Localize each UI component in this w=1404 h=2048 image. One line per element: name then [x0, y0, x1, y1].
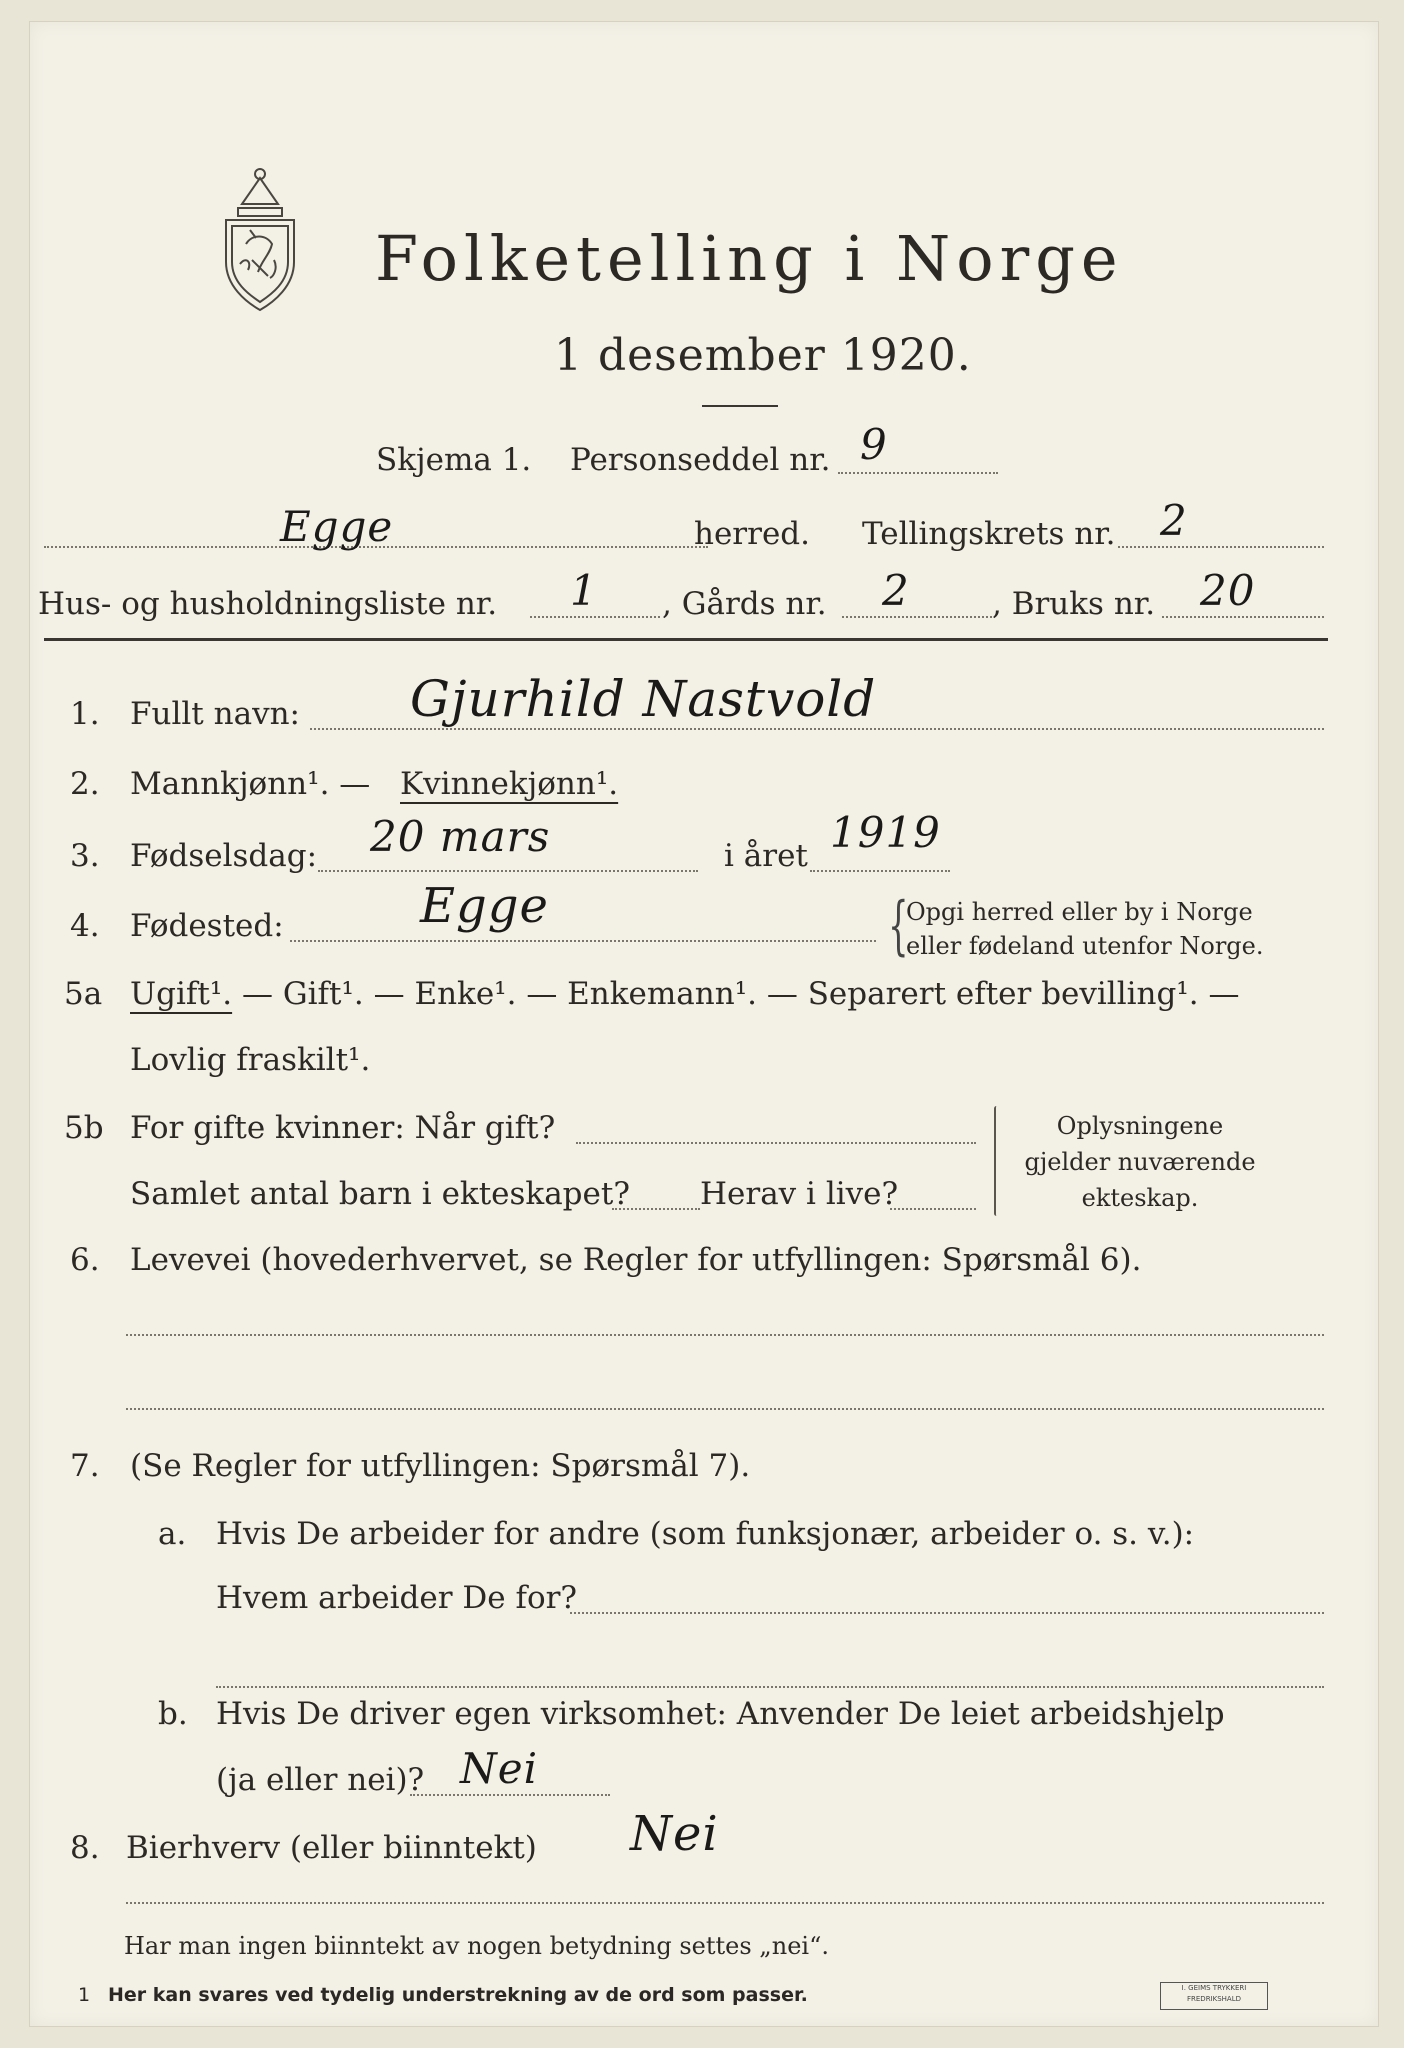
- norway-coat-of-arms-icon: [212, 164, 308, 314]
- q1-label: Fullt navn:: [130, 696, 300, 732]
- footnote-text: Her kan svares ved tydelig understrekning av de ord som passer.: [108, 1984, 808, 2006]
- q5b-note-line2: gjelder nuværende: [1024, 1148, 1256, 1176]
- q4-number: 4.: [70, 908, 100, 944]
- q7b-line: [410, 1794, 610, 1796]
- form-title: Folketelling i Norge: [375, 222, 1124, 295]
- personseddel-value: 9: [860, 420, 888, 469]
- q6-line2: [126, 1408, 1324, 1410]
- q5b-alive-label: Herav i live?: [700, 1176, 899, 1212]
- q5a-unmarried-option: Ugift¹.: [130, 976, 233, 1012]
- q1-full-name-value: Gjurhild Nastvold: [410, 670, 877, 728]
- q4-note-line2: eller fødeland utenfor Norge.: [906, 932, 1264, 960]
- q3-year-line: [810, 870, 950, 872]
- q4-label: Fødested:: [130, 908, 284, 944]
- bruks-value: 20: [1200, 566, 1256, 615]
- q3-label: Fødselsdag:: [130, 838, 318, 874]
- q5a-divorced-option: Lovlig fraskilt¹.: [130, 1042, 371, 1078]
- q8-label: Bierhverv (eller biinntekt): [126, 1830, 537, 1866]
- q5b-married-when-label: For gifte kvinner: Når gift?: [130, 1110, 556, 1146]
- personseddel-label: Personseddel nr.: [570, 442, 831, 478]
- personseddel-line: [838, 472, 998, 474]
- q1-number: 1.: [70, 696, 100, 732]
- q5b-married-when-line: [576, 1142, 976, 1144]
- q3-year-label: i året: [724, 838, 808, 874]
- q5b-alive-line: [890, 1208, 976, 1210]
- q7b-yes-no-label: (ja eller nei)?: [216, 1762, 425, 1798]
- q3-birthday-value: 20 mars: [370, 812, 551, 861]
- q6-number: 6.: [70, 1242, 100, 1278]
- census-date: 1 desember 1920.: [554, 330, 972, 381]
- gards-line: [842, 616, 992, 618]
- q6-label: Levevei (hovederhvervet, se Regler for utfyllingen: Spørsmål 6).: [130, 1242, 1142, 1278]
- herred-value: Egge: [280, 502, 394, 551]
- q7a-employer-label: Hvem arbeider De for?: [216, 1580, 578, 1616]
- printer-stamp: [1160, 1982, 1268, 2010]
- printer-stamp-line2: FREDRIKSHALD: [1186, 1995, 1241, 2003]
- q7b-label: Hvis De driver egen virksomhet: Anvender De leiet arbeidshjelp: [216, 1696, 1225, 1732]
- footnote-mark: 1: [78, 1984, 91, 2006]
- schema-label: Skjema 1.: [376, 442, 532, 478]
- q3-year-value: 1919: [830, 808, 941, 857]
- biinntekt-note: Har man ingen biinntekt av nogen betydning settes „nei“.: [124, 1932, 829, 1960]
- q4-note-brace: {: [888, 889, 909, 963]
- q5a-number: 5a: [64, 976, 103, 1012]
- census-form-page: [30, 22, 1378, 2026]
- hus-line: [530, 616, 660, 618]
- bruks-line: [1162, 616, 1324, 618]
- gards-label: , Gårds nr.: [662, 586, 827, 622]
- q7-number: 7.: [70, 1448, 100, 1484]
- q7a-employer-line: [570, 1612, 1324, 1614]
- gards-value: 2: [882, 566, 910, 615]
- q1-line: [310, 728, 1324, 730]
- q7a-line2: [216, 1686, 1324, 1688]
- q7a-label: Hvis De arbeider for andre (som funksjonær, arbeider o. s. v.):: [216, 1516, 1195, 1552]
- q5b-children-label: Samlet antal barn i ekteskapet?: [130, 1176, 630, 1212]
- header-separator: [44, 638, 1328, 641]
- hus-label: Hus- og husholdningsliste nr.: [38, 586, 498, 622]
- q5b-children-line: [612, 1208, 700, 1210]
- q4-birthplace-value: Egge: [420, 878, 549, 934]
- q2-male-option: Mannkjønn¹. —: [130, 766, 371, 802]
- q7a-letter: a.: [158, 1516, 187, 1552]
- q5b-note-bracket: [994, 1106, 999, 1216]
- tellingskrets-label: Tellingskrets nr.: [862, 516, 1116, 552]
- q2-number: 2.: [70, 766, 100, 802]
- q4-line: [290, 940, 876, 942]
- herred-label: herred.: [694, 516, 810, 552]
- q7b-letter: b.: [158, 1696, 188, 1732]
- title-divider: [702, 405, 778, 407]
- printer-stamp-line1: I. GEIMS TRYKKERI: [1181, 1984, 1247, 1992]
- q8-number: 8.: [70, 1830, 100, 1866]
- tellingskrets-value: 2: [1160, 496, 1188, 545]
- q3-number: 3.: [70, 838, 100, 874]
- q7-label: (Se Regler for utfyllingen: Spørsmål 7).: [130, 1448, 751, 1484]
- q6-line1: [126, 1334, 1324, 1336]
- q2-female-option: Kvinnekjønn¹.: [400, 766, 619, 802]
- q5a-other-options: — Gift¹. — Enke¹. — Enkemann¹. — Separert efter bevilling¹. —: [242, 976, 1240, 1012]
- q3-line: [318, 870, 698, 872]
- tellingskrets-line: [1118, 546, 1324, 548]
- q5b-note-line3: ekteskap.: [1081, 1184, 1199, 1212]
- q5b-number: 5b: [64, 1110, 104, 1146]
- q8-line: [126, 1902, 1324, 1904]
- q4-note-line1: Opgi herred eller by i Norge: [906, 898, 1253, 926]
- bruks-label: , Bruks nr.: [992, 586, 1156, 622]
- q5b-note-line1: Oplysningene: [1056, 1112, 1224, 1140]
- q8-value: Nei: [630, 1806, 719, 1862]
- hus-value: 1: [570, 566, 598, 615]
- q7b-value: Nei: [460, 1744, 539, 1793]
